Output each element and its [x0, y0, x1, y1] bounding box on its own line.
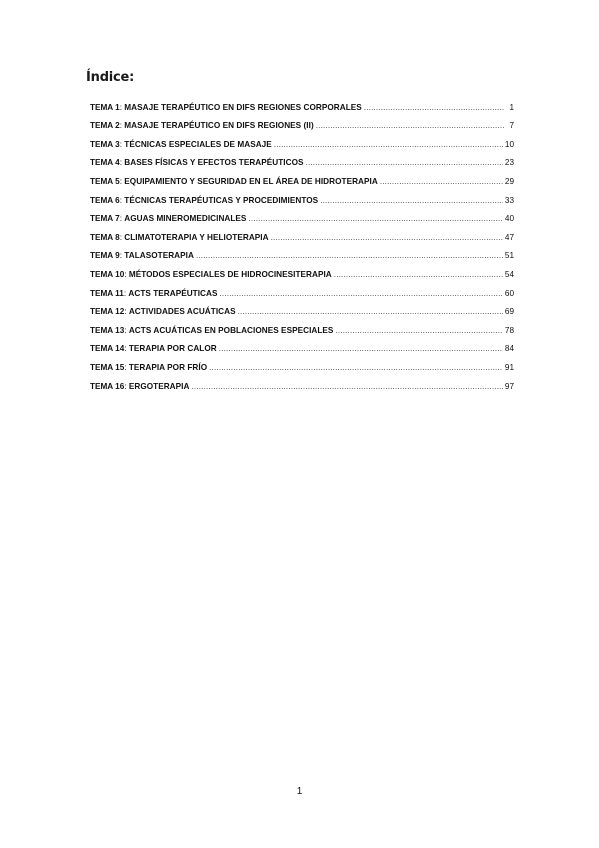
toc-entry-3[interactable]: TEMA 3: TÉCNICAS ESPECIALES DE MASAJE ..... 10	[90, 130, 514, 149]
toc-entry-title: MASAJE TERAPÉUTICO EN DIFS REGIONES (II)	[124, 121, 314, 131]
toc-entry-number: TEMA 12	[90, 307, 125, 317]
toc-entry-5[interactable]: TEMA 5: EQUIPAMIENTO Y SEGURIDAD EN EL ÁREA DE HIDROTERAPIA ..... 29	[90, 167, 514, 186]
toc-entry-title: EQUIPAMIENTO Y SEGURIDAD EN EL ÁREA DE HIDROTERAPIA	[124, 176, 378, 186]
toc-entry-title: TERAPIA POR FRÍO	[128, 362, 208, 372]
toc-leader-dots	[220, 289, 503, 298]
toc-entry-8[interactable]: TEMA 8: CLIMATOTERAPIA Y HELIOTERAPIA ..... 47	[90, 223, 514, 242]
toc-entry-page: 97	[504, 381, 514, 391]
toc-entry-2[interactable]: TEMA 2: MASAJE TERAPÉUTICO EN DIFS REGIONES (II) ..... 7	[90, 112, 514, 131]
toc-entry-page: 33	[504, 195, 514, 205]
toc-leader-dots	[306, 158, 503, 167]
toc-leader-dots	[334, 270, 503, 279]
toc-entry-title: CLIMATOTERAPIA Y HELIOTERAPIA	[124, 232, 269, 242]
toc-entry-6[interactable]: TEMA 6: TÉCNICAS TERAPÉUTICAS Y PROCEDIMIENTOS ..... 33	[90, 186, 514, 205]
toc-entry-16[interactable]: TEMA 16: ERGOTERAPIA ..... 97	[90, 372, 514, 391]
toc-leader-dots	[219, 344, 503, 353]
toc-entry-number: TEMA 15	[90, 362, 125, 372]
toc-leader-dots	[274, 140, 503, 149]
toc-entry-10[interactable]: TEMA 10: MÉTODOS ESPECIALES DE HIDROCINESITERAPIA ..... 54	[90, 260, 514, 279]
toc-entry-title: MÉTODOS ESPECIALES DE HIDROCINESITERAPIA	[128, 269, 332, 279]
toc-leader-dots	[191, 382, 502, 391]
toc-entry-15[interactable]: TEMA 15: TERAPIA POR FRÍO ..... 91	[90, 353, 514, 372]
toc-entry-title: ERGOTERAPIA	[128, 381, 190, 391]
toc-entry-number: TEMA 9	[90, 251, 120, 261]
toc-leader-dots	[316, 121, 504, 130]
toc-entry-number: TEMA 7	[90, 214, 120, 224]
toc-entry-13[interactable]: TEMA 13: ACTS ACUÁTICAS EN POBLACIONES ESPECIALES ..... 78	[90, 316, 514, 335]
toc-entry-9[interactable]: TEMA 9: TALASOTERAPIA ..... 51	[90, 242, 514, 261]
toc-entry-page: 78	[504, 325, 514, 335]
toc-entry-title: TALASOTERAPIA	[124, 251, 194, 261]
toc-leader-dots	[196, 251, 503, 260]
toc-entry-title: ACTIVIDADES ACUÁTICAS	[128, 307, 236, 317]
toc-entry-title: AGUAS MINEROMEDICINALES	[124, 214, 247, 224]
toc-leader-dots	[209, 363, 503, 372]
table-of-contents	[90, 93, 514, 391]
toc-entry-number: TEMA 3	[90, 139, 120, 149]
toc-entry-title: TÉCNICAS TERAPÉUTICAS Y PROCEDIMIENTOS	[124, 195, 319, 205]
toc-entry-7[interactable]: TEMA 7: AGUAS MINEROMEDICINALES ..... 40	[90, 205, 514, 224]
toc-entry-number: TEMA 11	[90, 288, 124, 298]
toc-entry-title: ACTS ACUÁTICAS EN POBLACIONES ESPECIALES	[128, 325, 334, 335]
toc-heading: Índice:	[86, 70, 135, 85]
toc-entry-title: ACTS TERAPÉUTICAS	[128, 288, 218, 298]
toc-entry-11[interactable]: TEMA 11: ACTS TERAPÉUTICAS ..... 60	[90, 279, 514, 298]
toc-entry-12[interactable]: TEMA 12: ACTIVIDADES ACUÁTICAS ..... 69	[90, 298, 514, 317]
toc-entry-number: TEMA 5	[90, 176, 120, 186]
toc-entry-number: TEMA 1	[90, 102, 120, 112]
toc-entry-number: TEMA 8	[90, 232, 120, 242]
toc-entry-page: 40	[504, 214, 514, 224]
toc-entry-title: TÉCNICAS ESPECIALES DE MASAJE	[124, 139, 272, 149]
toc-entry-14[interactable]: TEMA 14: TERAPIA POR CALOR ..... 84	[90, 335, 514, 354]
toc-entry-page: 7	[509, 121, 514, 131]
toc-leader-dots	[380, 177, 503, 186]
toc-leader-dots	[364, 103, 504, 112]
toc-leader-dots	[271, 233, 503, 242]
toc-entry-page: 29	[504, 176, 514, 186]
toc-entry-page: 69	[504, 307, 514, 317]
toc-entry-number: TEMA 16	[90, 381, 125, 391]
toc-entry-number: TEMA 14	[90, 344, 125, 354]
toc-leader-dots	[238, 307, 503, 316]
toc-entry-4[interactable]: TEMA 4: BASES FÍSICAS Y EFECTOS TERAPÉUTICOS ..... 23	[90, 149, 514, 168]
toc-entry-page: 51	[504, 251, 514, 261]
toc-entry-number: TEMA 4	[90, 158, 120, 168]
toc-entry-page: 23	[504, 158, 514, 168]
toc-entry-number: TEMA 10	[90, 269, 125, 279]
page-number: 1	[296, 786, 303, 797]
toc-entry-page: 60	[504, 288, 514, 298]
toc-leader-dots	[335, 326, 502, 335]
toc-entry-title: BASES FÍSICAS Y EFECTOS TERAPÉUTICOS	[124, 158, 304, 168]
toc-entry-title: TERAPIA POR CALOR	[128, 344, 217, 354]
toc-entry-1[interactable]: TEMA 1: MASAJE TERAPÉUTICO EN DIFS REGIONES CORPORALES ..... 1	[90, 93, 514, 112]
toc-entry-page: 47	[504, 232, 514, 242]
toc-entry-number: TEMA 13	[90, 325, 125, 335]
toc-entry-page: 54	[504, 269, 514, 279]
toc-entry-number: TEMA 6	[90, 195, 120, 205]
toc-leader-dots	[248, 214, 502, 223]
toc-entry-title: MASAJE TERAPÉUTICO EN DIFS REGIONES CORPORALES	[124, 102, 362, 112]
toc-leader-dots	[320, 196, 503, 205]
toc-entry-page: 1	[509, 102, 514, 112]
toc-entry-page: 84	[504, 344, 514, 354]
toc-entry-number: TEMA 2	[90, 121, 120, 131]
toc-entry-page: 10	[504, 139, 514, 149]
toc-entry-page: 91	[504, 362, 514, 372]
